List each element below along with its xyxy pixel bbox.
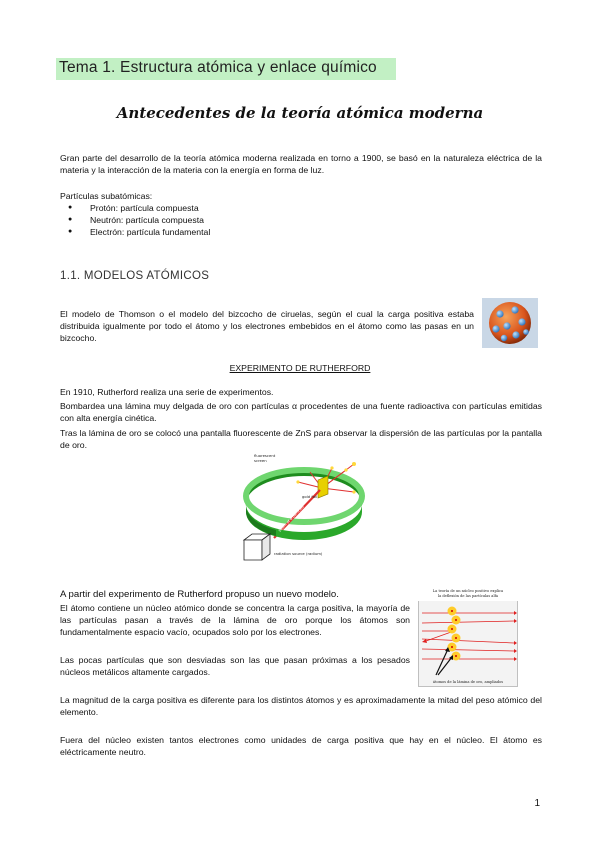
rutherford-paragraph-2: Bombardea una lámina muy delgada de oro con partículas α procedentes de una fuente radioactiva con partículas emitidas con alta energía cinética. [60,401,542,423]
screen-label: screen [254,458,267,463]
thomson-model-image [482,298,538,348]
model-paragraph-4: La magnitud de la carga positiva es diferente para los distintos átomos y es aproximadamente la mitad del peso atómico del elemento. [60,695,542,717]
source-label: radiation source (radium) [274,551,323,556]
page-number: 1 [534,798,540,809]
figure-caption-top: La teoría de un núcleo positivo explica [432,589,504,593]
electron [501,335,507,341]
screen-label: fluorescent [254,453,276,458]
electron [492,325,499,332]
section-heading: 1.1. MODELOS ATÓMICOS [60,270,210,282]
gold-foil-label: gold foil [302,494,318,499]
thomson-paragraph: El modelo de Thomson o el modelo del bizcocho de ciruelas, según el cual la carga positiva estaba distribuida igualmente por todo el átomo y los electrones embebidos en el átomo como las pasas en un bizcocho. [60,309,474,343]
figure-caption-bottom: átomos de la lámina de oro, ampliados [432,680,504,684]
particles-list [60,202,460,238]
electron [512,331,519,338]
particles-heading: Partículas subatómicas: [60,191,153,201]
intro-paragraph: Gran parte del desarrollo de la teoría atómica moderna realizada en torno a 1900, se basó en la naturaleza eléctrica de la materia y la interacción de la materia con la energía en forma de luz. [60,153,542,175]
model-paragraph-5: Fuera del núcleo existen tantos electrones como unidades de carga positiva que hay en el núcleo. El átomo es eléctricamente neutro. [60,735,542,757]
electron [496,310,503,317]
list-item: ● Protón: partícula compuesta [60,202,460,214]
rutherford-paragraph-3: Tras la lámina de oro se colocó una pantalla fluorescente de ZnS para observar la dispersión de las partículas por la pantalla de oro. [60,428,542,450]
electron [523,329,529,335]
gold-foil [318,476,328,498]
topic-title: Tema 1. Estructura atómica y enlace químico [59,59,377,76]
list-item: ● Neutrón: partícula compuesta [60,214,460,226]
topic-header [56,58,396,80]
figure-caption-top: la deflexión de las partículas alfa [437,594,499,598]
page-title: Antecedentes de la teoría atómica moderna [116,104,484,122]
nucleus-deflection-figure [418,587,518,687]
beam-label: beam of α particles [277,504,305,533]
list-item: ● Electrón: partícula fundamental [60,226,460,238]
rutherford-experiment-figure [236,452,372,570]
model-paragraph-2: El átomo contiene un núcleo atómico donde se concentra la carga positiva, la mayoría de las partículas pasan a través de la lámina de oro porque los átomos son fundamentalmente espacio vacío, ocupados solo por los electrones. [60,603,410,637]
model-paragraph-1: A partir del experimento de Rutherford propuso un nuevo modelo. [60,589,339,600]
electron [511,306,518,313]
electron [503,322,510,329]
radiation-source-box [244,534,270,560]
model-paragraph-3: Las pocas partículas que son desviadas son las que pasan próximas a los pesados núcleos metálicos altamente cargados. [60,655,410,677]
electron [518,318,525,325]
rutherford-paragraph-1: En 1910, Rutherford realiza una serie de experimentos. [60,387,274,397]
rutherford-heading: EXPERIMENTO DE RUTHERFORD [229,363,371,373]
